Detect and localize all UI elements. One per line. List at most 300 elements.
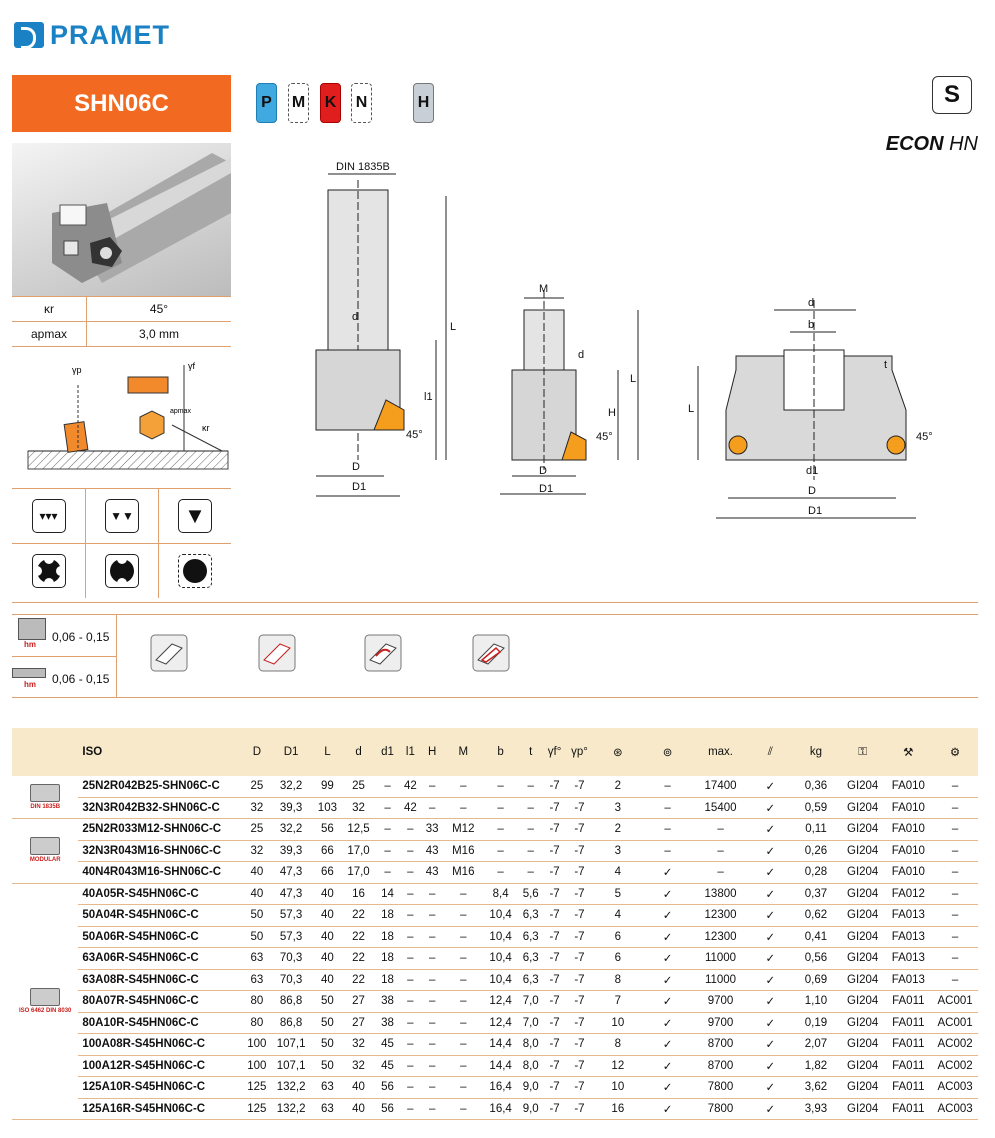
- table-cell: –: [932, 969, 978, 991]
- table-cell: FA013: [884, 926, 932, 948]
- s-badge: S: [932, 76, 972, 114]
- table-cell: 40: [312, 883, 343, 905]
- divider: [12, 614, 978, 615]
- table-cell: –: [932, 797, 978, 819]
- table-row: [12, 1077, 978, 1099]
- table-body: [12, 776, 978, 1120]
- table-cell: GI204: [841, 905, 885, 927]
- table-cell: 32,2: [270, 776, 312, 797]
- table-cell: ✓: [644, 948, 692, 970]
- table-cell: 3: [592, 840, 644, 862]
- table-cell: 10: [592, 1012, 644, 1034]
- table-cell: 40: [243, 862, 270, 884]
- header-cell: b: [482, 728, 519, 776]
- header-cell: d: [343, 728, 374, 776]
- table-cell: 27: [343, 991, 374, 1013]
- table-cell: -7: [567, 840, 592, 862]
- table-cell: 12: [592, 1055, 644, 1077]
- product-code: 125A10R-S45HN06C-C: [78, 1077, 243, 1099]
- table-cell: AC003: [932, 1098, 978, 1120]
- table-cell: –: [420, 1034, 445, 1056]
- table-cell: ✓: [644, 905, 692, 927]
- table-cell: –: [932, 883, 978, 905]
- material-h-badge: H: [413, 83, 434, 123]
- table-cell: 6: [592, 926, 644, 948]
- table-cell: 0,41: [791, 926, 841, 948]
- table-cell: FA013: [884, 948, 932, 970]
- table-cell: 107,1: [270, 1034, 312, 1056]
- table-cell: ✓: [644, 926, 692, 948]
- divider: [12, 656, 116, 657]
- table-cell: 0,62: [791, 905, 841, 927]
- table-cell: 4: [592, 862, 644, 884]
- table-row: [12, 862, 978, 884]
- table-cell: –: [445, 797, 482, 819]
- table-cell: -7: [542, 797, 567, 819]
- table-cell: -7: [567, 776, 592, 797]
- product-code: 40A05R-S45HN06C-C: [78, 883, 243, 905]
- table-cell: –: [401, 840, 420, 862]
- grid-cell: [85, 488, 158, 543]
- table-cell: 57,3: [270, 905, 312, 927]
- table-cell: -7: [542, 1012, 567, 1034]
- table-cell: GI204: [841, 1077, 885, 1099]
- group-badge: ISO 6462 DIN 8030: [19, 1007, 72, 1014]
- material-p-badge: P: [256, 83, 277, 123]
- table-cell: –: [932, 905, 978, 927]
- table-cell: 63: [243, 969, 270, 991]
- table-cell: ✓: [750, 797, 792, 819]
- table-cell: 16,4: [482, 1098, 519, 1120]
- table-cell: GI204: [841, 1034, 885, 1056]
- table-cell: 8700: [691, 1034, 749, 1056]
- series-bold: ECON: [885, 133, 944, 155]
- table-cell: –: [932, 776, 978, 797]
- header-cell: D: [243, 728, 270, 776]
- series-rest: HN: [949, 133, 978, 155]
- table-cell: -7: [567, 862, 592, 884]
- table-cell: –: [401, 862, 420, 884]
- table-cell: –: [691, 840, 749, 862]
- table-cell: 10: [592, 1077, 644, 1099]
- ramping-icon: [364, 634, 402, 672]
- table-cell: ✓: [750, 776, 792, 797]
- table-cell: 47,3: [270, 883, 312, 905]
- table-cell: GI204: [841, 991, 885, 1013]
- table-cell: –: [482, 797, 519, 819]
- kappa-r-label: κr: [202, 423, 210, 433]
- milling-cutter-icon: [12, 143, 231, 296]
- table-cell: 7,0: [519, 991, 542, 1013]
- table-cell: –: [519, 819, 542, 841]
- table-cell: 7,0: [519, 1012, 542, 1034]
- two-teeth-icon: ▼▼: [105, 499, 139, 533]
- table-cell: 12,4: [482, 991, 519, 1013]
- dim-angle: 45°: [406, 429, 423, 441]
- table-cell: M16: [445, 862, 482, 884]
- table-cell: 107,1: [270, 1055, 312, 1077]
- table-row: [12, 926, 978, 948]
- table-row: [12, 1055, 978, 1077]
- table-cell: AC002: [932, 1055, 978, 1077]
- table-cell: 56: [374, 1077, 401, 1099]
- apmax-label: apmax: [170, 408, 192, 415]
- three-teeth-icon: ▾▾▾: [32, 499, 66, 533]
- table-row: [12, 969, 978, 991]
- table-cell: GI204: [841, 840, 885, 862]
- table-cell: 39,3: [270, 840, 312, 862]
- table-cell: 80: [243, 991, 270, 1013]
- table-row: [12, 776, 978, 797]
- table-cell: FA012: [884, 883, 932, 905]
- table-row: [12, 797, 978, 819]
- table-cell: 8: [592, 1034, 644, 1056]
- dim-M: M: [539, 283, 549, 295]
- table-cell: -7: [567, 948, 592, 970]
- table-cell: 12,4: [482, 1012, 519, 1034]
- table-cell: ✓: [644, 883, 692, 905]
- table-cell: 125: [243, 1098, 270, 1120]
- dim-d1: d1: [806, 465, 819, 477]
- table-cell: 50: [312, 1012, 343, 1034]
- table-cell: –: [932, 819, 978, 841]
- table-cell: AC001: [932, 1012, 978, 1034]
- table-cell: -7: [542, 819, 567, 841]
- table-cell: 0,69: [791, 969, 841, 991]
- table-cell: –: [691, 819, 749, 841]
- table-cell: -7: [542, 862, 567, 884]
- table-cell: -7: [567, 819, 592, 841]
- table-cell: 9700: [691, 991, 749, 1013]
- table-cell: ✓: [644, 1012, 692, 1034]
- product-code: 80A10R-S45HN06C-C: [78, 1012, 243, 1034]
- table-cell: 0,56: [791, 948, 841, 970]
- table-cell: 66: [312, 862, 343, 884]
- dim-L-2: L: [630, 373, 637, 385]
- dim-D-3: D: [808, 485, 816, 497]
- table-cell: –: [445, 1034, 482, 1056]
- table-cell: GI204: [841, 862, 885, 884]
- pocketing-icon: [472, 634, 510, 672]
- table-cell: 2: [592, 819, 644, 841]
- table-cell: –: [445, 948, 482, 970]
- table-cell: –: [420, 905, 445, 927]
- product-photo: [12, 143, 231, 296]
- product-code: 63A06R-S45HN06C-C: [78, 948, 243, 970]
- grid-cell: [12, 543, 85, 598]
- table-cell: 57,3: [270, 926, 312, 948]
- table-cell: 25: [343, 776, 374, 797]
- table-cell: GI204: [841, 926, 885, 948]
- screw-icon: ⚒: [884, 728, 932, 776]
- table-cell: –: [644, 819, 692, 841]
- table-cell: FA011: [884, 1077, 932, 1099]
- table-header-row: [12, 728, 978, 776]
- table-cell: -7: [542, 969, 567, 991]
- table-cell: 132,2: [270, 1077, 312, 1099]
- table-cell: -7: [567, 905, 592, 927]
- table-cell: ✓: [750, 1098, 792, 1120]
- table-cell: ✓: [750, 883, 792, 905]
- table-cell: 4: [592, 905, 644, 927]
- table-cell: ✓: [750, 862, 792, 884]
- table-cell: -7: [542, 948, 567, 970]
- spec-value: 3,0 mm: [138, 327, 179, 341]
- divider: [12, 697, 978, 698]
- table-cell: 8,4: [482, 883, 519, 905]
- table-cell: ✓: [750, 948, 792, 970]
- spec-row: [12, 322, 231, 347]
- table-cell: –: [932, 840, 978, 862]
- table-row: [12, 883, 978, 905]
- table-cell: 43: [420, 862, 445, 884]
- table-cell: 17,0: [343, 840, 374, 862]
- brand-mark-icon: [14, 22, 44, 48]
- table-row: [12, 819, 978, 841]
- table-cell: 17,0: [343, 862, 374, 884]
- table-cell: 9700: [691, 1012, 749, 1034]
- table-cell: 40: [343, 1077, 374, 1099]
- table-cell: 100: [243, 1034, 270, 1056]
- table-cell: –: [644, 840, 692, 862]
- table-cell: 7800: [691, 1077, 749, 1099]
- spec-key: apmax: [12, 322, 87, 346]
- key-icon: ⚿: [841, 728, 885, 776]
- table-cell: -7: [542, 905, 567, 927]
- table-cell: 15400: [691, 797, 749, 819]
- table-cell: GI204: [841, 797, 885, 819]
- table-cell: 0,36: [791, 776, 841, 797]
- table-cell: ✓: [750, 1012, 792, 1034]
- table-cell: 50: [243, 926, 270, 948]
- header-cell: [12, 728, 78, 776]
- dim-angle-3: 45°: [916, 431, 933, 443]
- table-cell: AC001: [932, 991, 978, 1013]
- kg-label: kg: [809, 746, 823, 758]
- table-cell: 86,8: [270, 991, 312, 1013]
- table-cell: FA010: [884, 862, 932, 884]
- table-cell: –: [420, 1077, 445, 1099]
- table-row: [12, 840, 978, 862]
- table-cell: 70,3: [270, 969, 312, 991]
- product-table: [12, 728, 978, 1120]
- table-cell: 0,59: [791, 797, 841, 819]
- feed-radial-icon: [18, 618, 46, 640]
- table-cell: 50: [312, 1034, 343, 1056]
- dim-L-3: L: [688, 403, 695, 415]
- table-cell: –: [519, 797, 542, 819]
- dim-H: H: [608, 407, 616, 419]
- table-cell: GI204: [841, 819, 885, 841]
- table-cell: 1,82: [791, 1055, 841, 1077]
- divider: [12, 602, 978, 603]
- table-cell: –: [519, 840, 542, 862]
- four-notch-circle-icon: [32, 554, 66, 588]
- cutting-geometry-diagram: [12, 355, 231, 475]
- table-cell: GI204: [841, 969, 885, 991]
- table-cell: 45: [374, 1034, 401, 1056]
- table-cell: -7: [542, 883, 567, 905]
- table-row: [12, 1098, 978, 1120]
- table-cell: –: [401, 969, 420, 991]
- product-code: 25N2R042B25-SHN06C-C: [78, 776, 243, 797]
- table-cell: -7: [567, 1055, 592, 1077]
- table-cell: 40: [312, 905, 343, 927]
- table-cell: GI204: [841, 776, 885, 797]
- table-cell: –: [420, 883, 445, 905]
- group-badge-cell: [12, 883, 78, 1120]
- table-cell: ✓: [750, 1077, 792, 1099]
- max-label: max.: [708, 746, 733, 758]
- coolant-ring-icon: ⊚: [644, 728, 692, 776]
- group-badge: MODULAR: [29, 857, 61, 864]
- header-cell: L: [312, 728, 343, 776]
- table-cell: 14,4: [482, 1055, 519, 1077]
- table-cell: –: [445, 926, 482, 948]
- divider: [116, 614, 117, 697]
- table-cell: -7: [542, 1098, 567, 1120]
- gamma-f-label: γf: [188, 361, 196, 371]
- table-cell: 103: [312, 797, 343, 819]
- table-cell: –: [445, 969, 482, 991]
- table-cell: ✓: [644, 1098, 692, 1120]
- table-cell: FA013: [884, 969, 932, 991]
- table-cell: 9,0: [519, 1077, 542, 1099]
- table-cell: M16: [445, 840, 482, 862]
- table-cell: 33: [420, 819, 445, 841]
- table-cell: ✓: [750, 819, 792, 841]
- table-cell: –: [420, 926, 445, 948]
- table-cell: 132,2: [270, 1098, 312, 1120]
- table-cell: 10,4: [482, 926, 519, 948]
- table-cell: 6,3: [519, 969, 542, 991]
- table-cell: 0,19: [791, 1012, 841, 1034]
- group-badge-cell: [12, 776, 78, 819]
- table-cell: 3,93: [791, 1098, 841, 1120]
- table-cell: 32: [243, 840, 270, 862]
- table-cell: –: [445, 1012, 482, 1034]
- feed-label: hm: [24, 680, 36, 689]
- grid-cell: [158, 543, 231, 598]
- table-cell: 40: [343, 1098, 374, 1120]
- material-n-badge: N: [351, 83, 372, 123]
- table-cell: 42: [401, 797, 420, 819]
- product-code: 100A12R-S45HN06C-C: [78, 1055, 243, 1077]
- coolant-icon: ⫽: [750, 728, 792, 776]
- table-cell: GI204: [841, 948, 885, 970]
- table-cell: -7: [567, 1098, 592, 1120]
- table-cell: -7: [567, 883, 592, 905]
- table-cell: –: [420, 1012, 445, 1034]
- feed-axial-icon: [12, 668, 46, 678]
- table-cell: FA011: [884, 1055, 932, 1077]
- table-cell: AC002: [932, 1034, 978, 1056]
- table-cell: –: [519, 862, 542, 884]
- table-cell: -7: [567, 926, 592, 948]
- group-badge-cell: [12, 819, 78, 884]
- table-cell: –: [482, 840, 519, 862]
- table-cell: FA010: [884, 819, 932, 841]
- table-cell: –: [445, 883, 482, 905]
- table-cell: 32,2: [270, 819, 312, 841]
- dimension-drawings: [296, 160, 986, 530]
- table-cell: –: [420, 776, 445, 797]
- table-cell: –: [401, 1077, 420, 1099]
- table-cell: 3: [592, 797, 644, 819]
- table-cell: –: [932, 948, 978, 970]
- table-cell: 32: [343, 1034, 374, 1056]
- dim-d-2: d: [578, 349, 585, 361]
- table-cell: 8: [592, 969, 644, 991]
- table-cell: –: [445, 1098, 482, 1120]
- table-cell: 12,5: [343, 819, 374, 841]
- table-cell: 66: [312, 840, 343, 862]
- full-circle-icon: [178, 554, 212, 588]
- table-cell: GI204: [841, 883, 885, 905]
- table-cell: –: [401, 905, 420, 927]
- wrench-icon: ⚙: [932, 728, 978, 776]
- table-cell: –: [932, 862, 978, 884]
- table-cell: 1,10: [791, 991, 841, 1013]
- table-cell: FA010: [884, 776, 932, 797]
- table-cell: -7: [542, 991, 567, 1013]
- header-cell: γp°: [567, 728, 592, 776]
- table-cell: –: [401, 1034, 420, 1056]
- table-cell: 0,28: [791, 862, 841, 884]
- material-k-badge: K: [320, 83, 341, 123]
- table-cell: ✓: [750, 969, 792, 991]
- table-cell: 7800: [691, 1098, 749, 1120]
- header-cell: γf°: [542, 728, 567, 776]
- weight-icon: [791, 728, 841, 776]
- header-cell: d1: [374, 728, 401, 776]
- table-cell: 18: [374, 948, 401, 970]
- table-cell: ✓: [750, 926, 792, 948]
- table-cell: 43: [420, 840, 445, 862]
- table-cell: –: [445, 776, 482, 797]
- table-cell: 2,07: [791, 1034, 841, 1056]
- table-cell: FA011: [884, 1098, 932, 1120]
- table-cell: –: [420, 948, 445, 970]
- table-cell: 45: [374, 1055, 401, 1077]
- feed-label: hm: [24, 640, 36, 649]
- product-code: 125A16R-S45HN06C-C: [78, 1098, 243, 1120]
- header-cell: H: [420, 728, 445, 776]
- dim-d: d: [352, 311, 359, 323]
- table-cell: -7: [567, 797, 592, 819]
- table-cell: 50: [312, 1055, 343, 1077]
- table-cell: 7: [592, 991, 644, 1013]
- dim-D1-2: D1: [539, 483, 554, 495]
- table-cell: 22: [343, 926, 374, 948]
- table-cell: ✓: [644, 991, 692, 1013]
- table-cell: ✓: [750, 905, 792, 927]
- table-cell: 56: [374, 1098, 401, 1120]
- table-cell: –: [482, 819, 519, 841]
- table-cell: 12300: [691, 926, 749, 948]
- dim-D: D: [352, 461, 360, 473]
- table-cell: 47,3: [270, 862, 312, 884]
- table-cell: –: [420, 1098, 445, 1120]
- table-row: [12, 1034, 978, 1056]
- product-code: 63A08R-S45HN06C-C: [78, 969, 243, 991]
- table-cell: -7: [567, 1012, 592, 1034]
- table-cell: -7: [567, 1077, 592, 1099]
- header-cell: l1: [401, 728, 420, 776]
- table-cell: 40: [312, 948, 343, 970]
- table-cell: –: [374, 819, 401, 841]
- table-cell: ✓: [644, 1055, 692, 1077]
